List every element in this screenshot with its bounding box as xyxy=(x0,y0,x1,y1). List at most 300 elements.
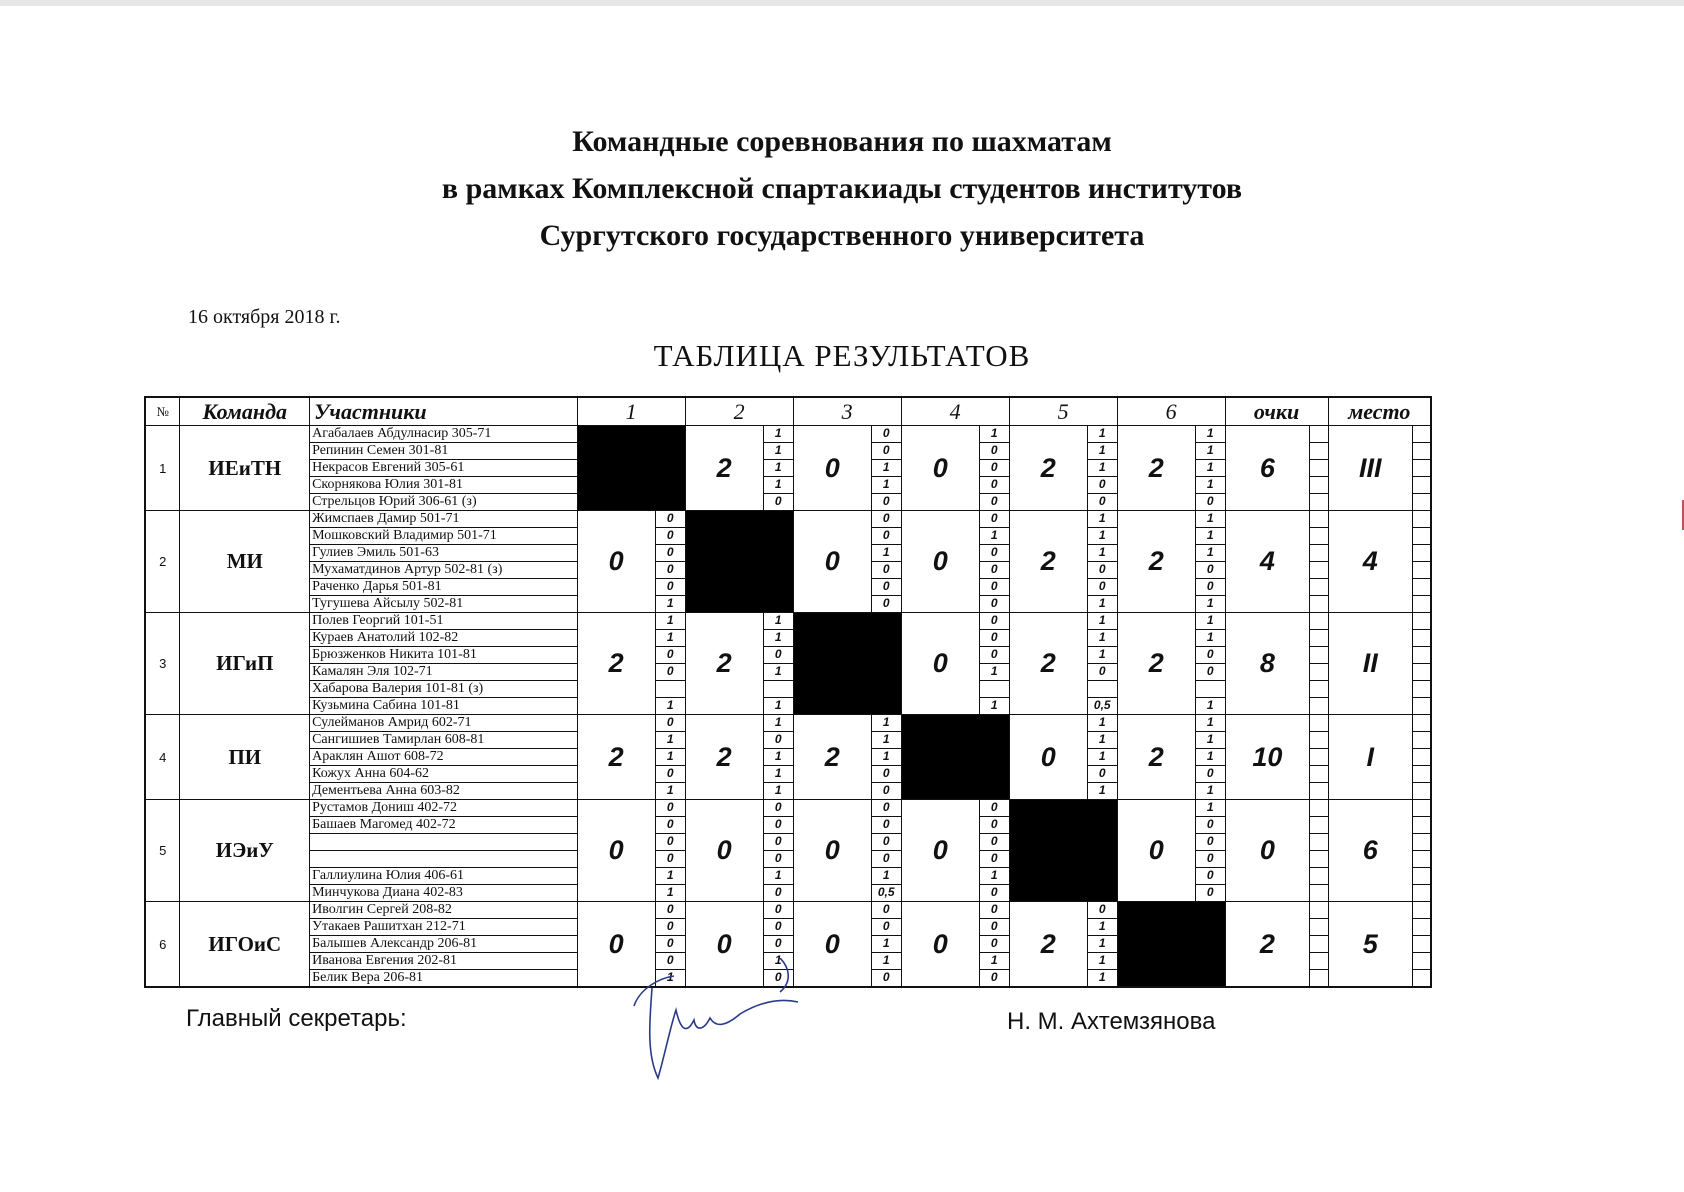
board-result: 0 xyxy=(872,817,901,834)
team-place: 6 xyxy=(1328,800,1412,902)
board-result: 1 xyxy=(666,885,674,899)
board-results xyxy=(871,800,901,902)
board-result: 0 xyxy=(656,579,685,596)
participant-name: Кураев Анатолий 102-82 xyxy=(310,630,576,647)
board-result: 0 xyxy=(872,834,901,851)
match-score: 0 xyxy=(1117,800,1195,902)
tick-cell xyxy=(1310,426,1328,443)
board-result: 0 xyxy=(882,596,890,610)
tick-cell xyxy=(1310,596,1328,612)
board-result: 0 xyxy=(1196,851,1225,868)
tick-cell xyxy=(1413,613,1430,630)
tick-cell xyxy=(1413,664,1430,681)
board-result: 1 xyxy=(1196,511,1225,528)
board-result: 0 xyxy=(980,545,1009,562)
tick-cell xyxy=(1310,443,1328,460)
board-result: 0 xyxy=(990,970,998,984)
board-result: 1 xyxy=(1088,630,1117,647)
title-line: Сургутского государственного университета xyxy=(539,219,1145,252)
match-score: 2 xyxy=(1117,715,1195,800)
board-result: 0 xyxy=(1196,664,1225,681)
match-score: 0 xyxy=(577,902,655,988)
board-result: 1 xyxy=(1088,460,1117,477)
board-result: 0 xyxy=(1098,494,1106,508)
board-result: 0 xyxy=(656,528,685,545)
participants-list xyxy=(310,902,577,988)
tick-column xyxy=(1412,800,1431,902)
tick-cell xyxy=(1413,970,1430,986)
board-results xyxy=(979,511,1009,613)
tick-cell xyxy=(1413,426,1430,443)
match-score: 2 xyxy=(1009,426,1087,511)
board-result: 1 xyxy=(980,664,1009,681)
board-result: 1 xyxy=(1088,647,1117,664)
board-result: 1 xyxy=(764,477,793,494)
board-result: 0 xyxy=(980,460,1009,477)
board-result: 0,5 xyxy=(1093,698,1111,712)
participant-name: Иволгин Сергей 208-82 xyxy=(310,902,576,919)
participant-name: Белик Вера 206-81 xyxy=(312,970,424,985)
board-result: 1 xyxy=(656,868,685,885)
participant-name: Жимспаев Дамир 501-71 xyxy=(310,511,576,528)
board-result: 0 xyxy=(1088,579,1117,596)
header-place: место xyxy=(1328,397,1431,426)
board-result: 0 xyxy=(656,562,685,579)
participant-name: Мухаматдинов Артур 502-81 (з) xyxy=(310,562,576,579)
board-result: 1 xyxy=(872,749,901,766)
tick-cell xyxy=(1310,749,1328,766)
tick-cell xyxy=(1413,477,1430,494)
board-result: 1 xyxy=(1088,426,1117,443)
board-result: 0 xyxy=(764,902,793,919)
board-result: 0 xyxy=(1196,766,1225,783)
board-result: 1 xyxy=(1206,698,1214,712)
board-results xyxy=(763,800,793,902)
tick-cell xyxy=(1413,579,1430,596)
board-result: 0 xyxy=(980,834,1009,851)
board-result: 0 xyxy=(980,511,1009,528)
board-result: 0 xyxy=(656,919,685,936)
board-result: 0 xyxy=(656,902,685,919)
match-score: 2 xyxy=(1009,511,1087,613)
board-result: 0 xyxy=(764,919,793,936)
header-round: 5 xyxy=(1009,397,1117,426)
board-result: 1 xyxy=(980,953,1009,970)
team-number: 5 xyxy=(145,800,180,902)
board-result: 0 xyxy=(1196,562,1225,579)
board-result xyxy=(656,681,685,698)
header-round: 3 xyxy=(793,397,901,426)
participant-name xyxy=(310,851,576,868)
board-result: 0 xyxy=(1196,817,1225,834)
board-results xyxy=(655,511,685,613)
match-score: 0 xyxy=(901,426,979,511)
board-result: 1 xyxy=(656,630,685,647)
tick-cell xyxy=(1310,885,1328,901)
board-result: 0 xyxy=(1088,902,1117,919)
team-place: III xyxy=(1328,426,1412,511)
tick-cell xyxy=(1310,630,1328,647)
participants-list xyxy=(310,426,577,511)
board-result: 1 xyxy=(656,732,685,749)
board-results xyxy=(763,613,793,715)
team-points: 4 xyxy=(1225,511,1309,613)
header-no: № xyxy=(145,397,180,426)
match-score: 0 xyxy=(793,426,871,511)
board-result: 0 xyxy=(656,817,685,834)
participants-list xyxy=(310,715,577,800)
participant-name: Иванова Евгения 202-81 xyxy=(310,953,576,970)
tick-cell xyxy=(1413,715,1430,732)
match-score: 2 xyxy=(1009,613,1087,715)
match-score: 0 xyxy=(1009,715,1087,800)
board-result xyxy=(1196,681,1225,698)
participant-name: Хабарова Валерия 101-81 (з) xyxy=(310,681,576,698)
participant-name: Араклян Ашот 608-72 xyxy=(310,749,576,766)
tick-cell xyxy=(1413,681,1430,698)
board-result: 0 xyxy=(980,562,1009,579)
board-results xyxy=(1087,511,1117,613)
participant-name: Минчукова Диана 402-83 xyxy=(312,885,463,900)
tick-cell xyxy=(1310,902,1328,919)
tick-cell xyxy=(1310,732,1328,749)
tick-cell xyxy=(1413,936,1430,953)
tick-column xyxy=(1310,800,1329,902)
board-result: 1 xyxy=(980,426,1009,443)
board-result: 0 xyxy=(980,630,1009,647)
board-result: 1 xyxy=(1196,715,1225,732)
match-score: 0 xyxy=(793,511,871,613)
board-result: 0 xyxy=(882,494,890,508)
participant-name: Скорнякова Юлия 301-81 xyxy=(310,477,576,494)
tick-cell xyxy=(1310,698,1328,714)
participant-name: Тугушева Айсылу 502-81 xyxy=(312,596,464,611)
tick-cell xyxy=(1310,647,1328,664)
board-result: 1 xyxy=(1196,545,1225,562)
board-results xyxy=(1195,613,1225,715)
header-round: 2 xyxy=(685,397,793,426)
header-round: 1 xyxy=(577,397,685,426)
board-results xyxy=(871,902,901,988)
tick-cell xyxy=(1310,851,1328,868)
team-place: 4 xyxy=(1328,511,1412,613)
board-results xyxy=(1195,715,1225,800)
board-result: 0 xyxy=(1196,834,1225,851)
tick-cell xyxy=(1413,783,1430,799)
match-score: 0 xyxy=(685,800,763,902)
board-result: 0 xyxy=(980,936,1009,953)
tick-cell xyxy=(1413,545,1430,562)
board-result: 1 xyxy=(1088,953,1117,970)
secretary-name: Н. М. Ахтемзянова xyxy=(1007,1008,1216,1035)
tick-cell xyxy=(1310,664,1328,681)
tick-cell xyxy=(1413,834,1430,851)
scan-edge xyxy=(0,0,1684,6)
board-result: 0 xyxy=(882,783,890,797)
match-score: 0 xyxy=(577,511,655,613)
board-result: 0 xyxy=(1088,562,1117,579)
board-result: 0 xyxy=(656,834,685,851)
participant-name: Сангишиев Тамирлан 608-81 xyxy=(310,732,576,749)
tick-cell xyxy=(1413,749,1430,766)
match-score: 2 xyxy=(577,613,655,715)
board-result: 1 xyxy=(764,630,793,647)
board-results xyxy=(1195,511,1225,613)
board-result: 1 xyxy=(656,613,685,630)
board-result: 0 xyxy=(980,477,1009,494)
participant-name xyxy=(310,834,576,851)
board-result: 0 xyxy=(764,817,793,834)
team-row xyxy=(145,613,1431,715)
board-result: 1 xyxy=(872,715,901,732)
board-results xyxy=(979,426,1009,511)
tick-cell xyxy=(1310,562,1328,579)
tick-column xyxy=(1310,426,1329,511)
match-score: 0 xyxy=(685,902,763,988)
participant-name: Камалян Эля 102-71 xyxy=(310,664,576,681)
board-result: 1 xyxy=(990,698,998,712)
team-points: 2 xyxy=(1225,902,1309,988)
match-score: 0 xyxy=(901,800,979,902)
board-result: 1 xyxy=(872,545,901,562)
board-result: 1 xyxy=(872,460,901,477)
board-result: 1 xyxy=(1098,783,1106,797)
board-result: 0 xyxy=(774,494,782,508)
tick-cell xyxy=(1413,885,1430,901)
participant-name: Кожух Анна 604-62 xyxy=(310,766,576,783)
participants-list xyxy=(310,511,577,613)
board-result: 1 xyxy=(1098,970,1106,984)
match-score: 0 xyxy=(901,511,979,613)
match-score: 0 xyxy=(793,902,871,988)
team-row xyxy=(145,511,1431,613)
board-result: 0 xyxy=(872,426,901,443)
signature-stroke xyxy=(634,958,798,1078)
board-results xyxy=(871,715,901,800)
board-result: 0 xyxy=(1196,868,1225,885)
tick-cell xyxy=(1413,851,1430,868)
board-result: 1 xyxy=(1196,732,1225,749)
board-result: 0 xyxy=(872,902,901,919)
results-table xyxy=(144,396,1432,988)
board-results xyxy=(655,800,685,902)
board-result: 1 xyxy=(774,698,782,712)
match-score: 2 xyxy=(1117,426,1195,511)
self-match-cell xyxy=(1117,902,1225,988)
board-results xyxy=(655,613,685,715)
tick-cell xyxy=(1310,613,1328,630)
board-result: 0 xyxy=(1196,647,1225,664)
board-result: 1 xyxy=(764,868,793,885)
board-result: 0 xyxy=(764,800,793,817)
board-result: 1 xyxy=(666,698,674,712)
board-result: 0 xyxy=(656,936,685,953)
header-row xyxy=(145,397,1431,426)
board-result: 0 xyxy=(656,953,685,970)
signature-image xyxy=(630,958,810,1088)
tick-cell xyxy=(1413,528,1430,545)
header-participants: Участники xyxy=(310,397,577,426)
board-result: 0 xyxy=(1088,766,1117,783)
header-round: 6 xyxy=(1117,397,1225,426)
self-match-cell xyxy=(577,426,685,511)
participant-name: Некрасов Евгений 305-61 xyxy=(310,460,576,477)
tick-column xyxy=(1412,426,1431,511)
board-result: 1 xyxy=(872,732,901,749)
header-points: очки xyxy=(1225,397,1328,426)
board-result: 1 xyxy=(774,783,782,797)
tick-column xyxy=(1412,511,1431,613)
board-result: 0 xyxy=(980,647,1009,664)
board-result: 0 xyxy=(872,528,901,545)
board-result: 0 xyxy=(990,885,998,899)
tick-cell xyxy=(1310,579,1328,596)
tick-cell xyxy=(1310,817,1328,834)
team-row xyxy=(145,715,1431,800)
tick-column xyxy=(1310,902,1329,988)
tick-cell xyxy=(1310,919,1328,936)
team-name: ИГиП xyxy=(180,613,310,715)
tick-cell xyxy=(1413,902,1430,919)
board-result: 0 xyxy=(980,800,1009,817)
board-result: 0 xyxy=(764,936,793,953)
header-round: 4 xyxy=(901,397,1009,426)
board-result: 1 xyxy=(764,426,793,443)
tick-cell xyxy=(1413,732,1430,749)
board-result: 0 xyxy=(764,834,793,851)
board-result: 0 xyxy=(764,851,793,868)
board-results xyxy=(1195,800,1225,902)
board-result: 1 xyxy=(872,868,901,885)
team-row xyxy=(145,426,1431,511)
board-result: 1 xyxy=(1196,460,1225,477)
board-result: 0 xyxy=(872,919,901,936)
board-result: 1 xyxy=(1088,528,1117,545)
participant-name: Полев Георгий 101-51 xyxy=(310,613,576,630)
team-name: МИ xyxy=(180,511,310,613)
board-result: 0,5 xyxy=(877,885,895,899)
board-results xyxy=(1087,426,1117,511)
tick-column xyxy=(1412,715,1431,800)
tick-cell xyxy=(1310,834,1328,851)
board-result: 0 xyxy=(656,545,685,562)
board-result: 1 xyxy=(1196,630,1225,647)
tick-cell xyxy=(1413,443,1430,460)
team-points: 0 xyxy=(1225,800,1309,902)
team-place: II xyxy=(1328,613,1412,715)
board-result: 0 xyxy=(980,851,1009,868)
board-result: 1 xyxy=(1196,426,1225,443)
board-result: 0 xyxy=(1196,579,1225,596)
board-result: 1 xyxy=(980,528,1009,545)
board-result: 1 xyxy=(656,749,685,766)
document-title xyxy=(0,118,1684,259)
participant-name: Гулиев Эмиль 501-63 xyxy=(310,545,576,562)
board-results xyxy=(1195,426,1225,511)
board-result: 1 xyxy=(764,460,793,477)
tick-column xyxy=(1310,511,1329,613)
participant-name: Рустамов Дониш 402-72 xyxy=(310,800,576,817)
self-match-cell xyxy=(901,715,1009,800)
board-result: 1 xyxy=(1088,715,1117,732)
match-score: 2 xyxy=(1117,613,1195,715)
tick-cell xyxy=(1413,460,1430,477)
participant-name: Дементьева Анна 603-82 xyxy=(312,783,460,798)
tick-cell xyxy=(1310,783,1328,799)
board-results xyxy=(979,613,1009,715)
tick-cell xyxy=(1413,766,1430,783)
board-results xyxy=(979,902,1009,988)
board-result: 0 xyxy=(656,851,685,868)
tick-cell xyxy=(1310,953,1328,970)
tick-cell xyxy=(1310,494,1328,510)
participant-name: Раченко Дарья 501-81 xyxy=(310,579,576,596)
team-row xyxy=(145,800,1431,902)
board-results xyxy=(1087,715,1117,800)
board-result: 0 xyxy=(872,562,901,579)
tick-cell xyxy=(1413,817,1430,834)
team-number: 1 xyxy=(145,426,180,511)
tick-cell xyxy=(1310,511,1328,528)
board-result: 0 xyxy=(990,596,998,610)
board-result: 0 xyxy=(980,919,1009,936)
board-result: 1 xyxy=(872,477,901,494)
board-result: 1 xyxy=(1196,749,1225,766)
board-results xyxy=(763,715,793,800)
tick-cell xyxy=(1413,596,1430,612)
tick-cell xyxy=(1310,970,1328,986)
match-score: 2 xyxy=(577,715,655,800)
board-result: 1 xyxy=(1206,783,1214,797)
board-result: 0 xyxy=(1088,664,1117,681)
team-points: 10 xyxy=(1225,715,1309,800)
tick-cell xyxy=(1310,545,1328,562)
board-result: 1 xyxy=(872,953,901,970)
self-match-cell xyxy=(793,613,901,715)
match-score: 2 xyxy=(1009,902,1087,988)
board-result: 1 xyxy=(764,766,793,783)
board-result: 1 xyxy=(764,664,793,681)
tick-column xyxy=(1412,613,1431,715)
board-results xyxy=(871,426,901,511)
board-result: 0 xyxy=(990,494,998,508)
board-result: 1 xyxy=(1088,919,1117,936)
board-result: 1 xyxy=(1088,749,1117,766)
tick-cell xyxy=(1413,698,1430,714)
board-results xyxy=(1087,902,1117,988)
tick-cell xyxy=(1413,630,1430,647)
header-team: Команда xyxy=(180,397,310,426)
board-result: 1 xyxy=(764,749,793,766)
board-result: 1 xyxy=(1206,596,1214,610)
tick-cell xyxy=(1310,460,1328,477)
board-results xyxy=(979,800,1009,902)
document-date: 16 октября 2018 г. xyxy=(188,306,341,328)
board-results xyxy=(655,715,685,800)
board-result: 0 xyxy=(980,613,1009,630)
board-result: 0 xyxy=(774,885,782,899)
tick-cell xyxy=(1310,936,1328,953)
match-score: 2 xyxy=(685,613,763,715)
participant-name: Сулейманов Амрид 602-71 xyxy=(310,715,576,732)
board-result: 1 xyxy=(872,936,901,953)
board-result: 0 xyxy=(872,443,901,460)
board-result: 0 xyxy=(764,732,793,749)
board-result: 0 xyxy=(1088,477,1117,494)
board-result: 1 xyxy=(1088,443,1117,460)
board-results xyxy=(871,511,901,613)
board-result: 0 xyxy=(656,715,685,732)
